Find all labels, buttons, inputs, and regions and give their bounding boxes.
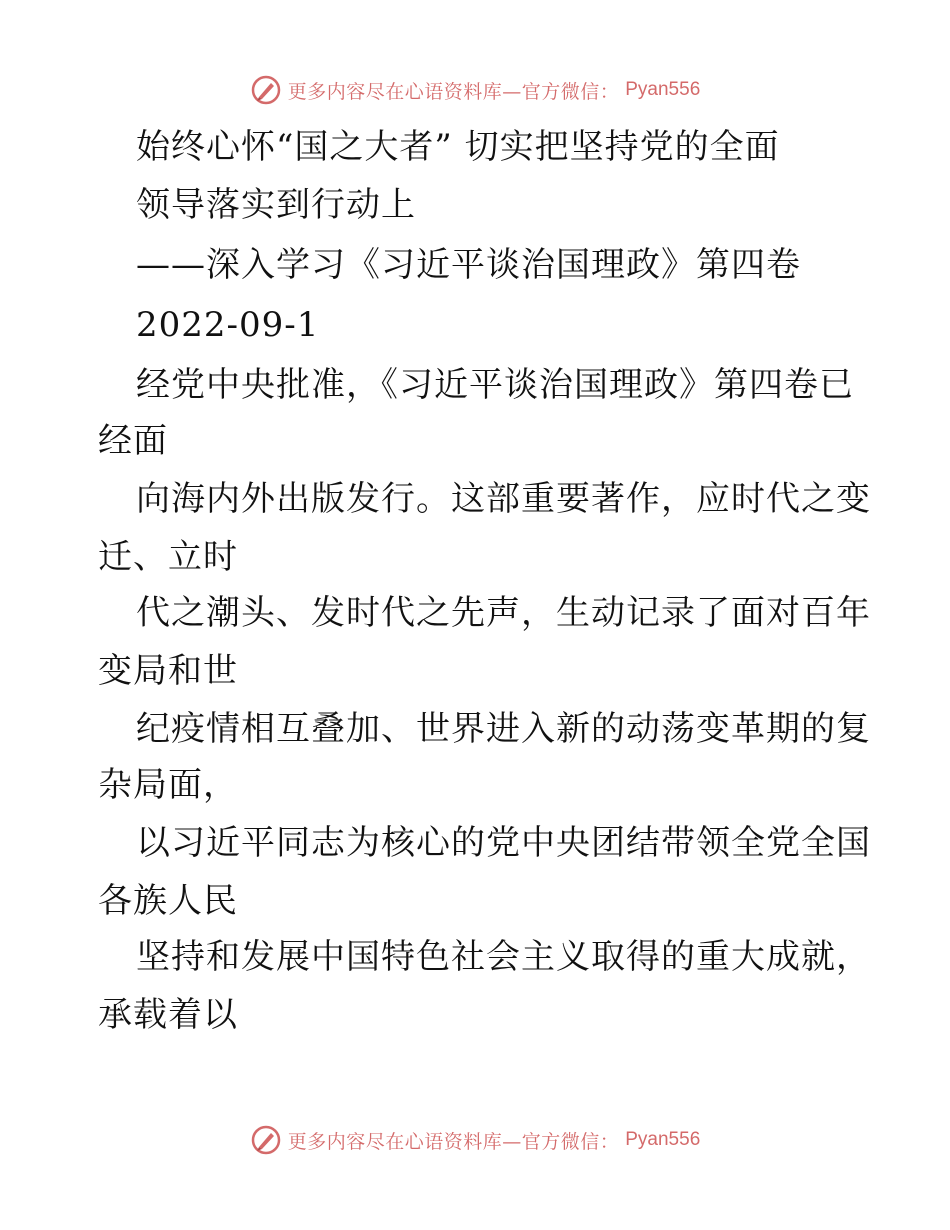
body-line: 坚持和发展中国特色社会主义取得的重大成就， (136, 937, 871, 977)
body-line: 经党中央批准，《习近平谈治国理政》第四卷已 (136, 365, 854, 405)
body-line: 经面 (98, 421, 168, 461)
footer-watermark (0, 1120, 950, 1160)
body-line: 代之潮头、发时代之先声，生动记录了面对百年 (136, 593, 871, 633)
watermark-wechat-id: Pyan556 (625, 79, 701, 100)
date-line: 2022-09-1 (136, 305, 320, 345)
title-line-2: 领导落实到行动上 (136, 185, 416, 225)
body-line: 以习近平同志为核心的党中央团结带领全党全国 (136, 823, 871, 863)
body-line: 变局和世 (98, 651, 238, 691)
header-watermark (0, 70, 950, 110)
body-line: 各族人民 (98, 881, 238, 921)
subtitle-line: ——深入学习《习近平谈治国理政》第四卷 (136, 245, 801, 285)
pen-logo-icon (250, 1124, 282, 1156)
body-line: 承载着以 (98, 995, 238, 1035)
body-line: 迁、立时 (98, 537, 238, 577)
title-line-1: 始终心怀“国之大者” 切实把坚持党的全面 (136, 127, 780, 167)
body-line: 纪疫情相互叠加、世界进入新的动荡变革期的复 (136, 709, 871, 749)
watermark-text: 更多内容尽在心语资料库—官方微信： (287, 80, 620, 103)
body-line: 杂局面， (98, 765, 238, 805)
body-line: 向海内外出版发行。这部重要著作，应时代之变 (136, 479, 871, 519)
watermark-text: 更多内容尽在心语资料库—官方微信： (287, 1130, 620, 1153)
watermark-wechat-id: Pyan556 (625, 1129, 701, 1150)
pen-logo-icon (250, 74, 282, 106)
